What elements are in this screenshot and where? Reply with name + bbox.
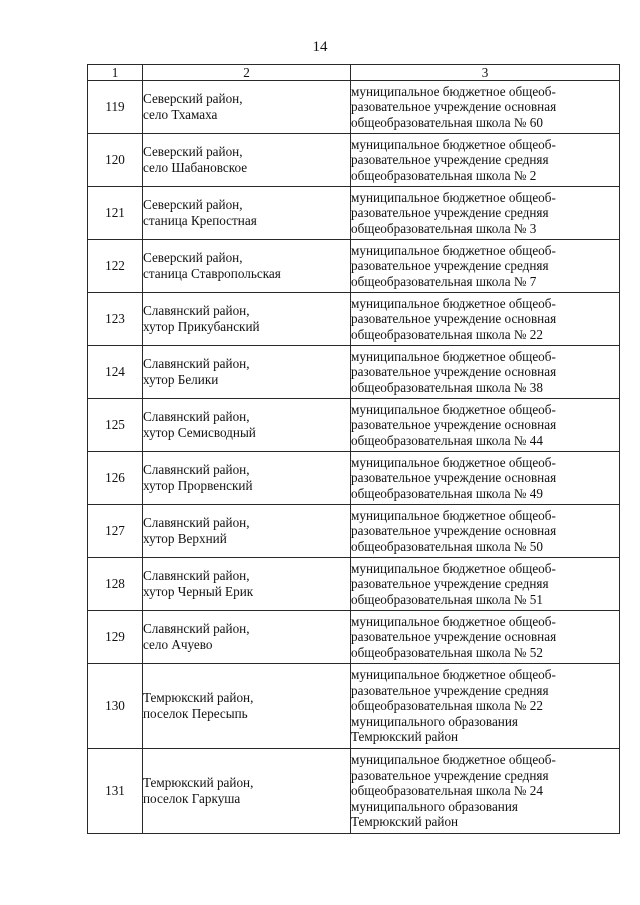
column-header-1: 1 <box>88 65 143 81</box>
row-number-cell: 128 <box>88 558 143 611</box>
table-row <box>88 346 620 399</box>
table-row <box>88 81 620 134</box>
institution-cell <box>351 81 620 134</box>
institution-line: муниципальное бюджетное общеоб- <box>351 295 556 311</box>
institution-line: общеобразовательная школа № 38 <box>351 379 543 395</box>
institution-line: муниципальное бюджетное общеоб- <box>351 560 556 576</box>
table-row <box>88 611 620 664</box>
table-row <box>88 749 620 834</box>
location-line: хутор Прикубанский <box>143 319 260 334</box>
location-cell <box>143 749 351 834</box>
institution-cell <box>351 293 620 346</box>
table-row <box>88 505 620 558</box>
institution-line: общеобразовательная школа № 44 <box>351 432 543 448</box>
institution-line: общеобразовательная школа № 22 <box>351 326 543 342</box>
institution-line: разовательное учреждение основная <box>351 629 557 645</box>
location-cell <box>143 81 351 134</box>
location-line: хутор Прорвенский <box>143 478 253 493</box>
location-line: Северский район, <box>143 144 243 160</box>
institution-line: разовательное учреждение средняя <box>351 576 549 592</box>
row-number-cell: 127 <box>88 505 143 558</box>
institution-line: муниципальное бюджетное общеоб- <box>351 667 556 683</box>
institution-cell <box>351 399 620 452</box>
location-line: поселок Пересыпь <box>143 706 248 721</box>
location-line: село Шабановское <box>143 160 248 175</box>
institution-line: муниципальное бюджетное общеоб- <box>351 507 556 523</box>
location-cell <box>143 240 351 293</box>
institution-line: муниципальное бюджетное общеоб- <box>351 752 556 768</box>
institution-line: общеобразовательная школа № 22 <box>351 698 543 714</box>
institution-line: муниципальное бюджетное общеоб- <box>351 136 556 152</box>
institution-line: разовательное учреждение средняя <box>351 767 549 783</box>
institution-cell <box>351 558 620 611</box>
location-cell <box>143 452 351 505</box>
location-cell <box>143 558 351 611</box>
table-row <box>88 664 620 749</box>
institution-cell <box>351 452 620 505</box>
location-line: Северский район, <box>143 197 243 213</box>
institution-line: разовательное учреждение основная <box>351 99 557 115</box>
institution-line: общеобразовательная школа № 49 <box>351 485 543 501</box>
location-cell <box>143 346 351 399</box>
location-line: Славянский район, <box>143 409 250 425</box>
location-line: хутор Верхний <box>143 531 227 546</box>
institution-line: разовательное учреждение средняя <box>351 205 549 221</box>
institution-line: муниципальное бюджетное общеоб- <box>351 348 556 364</box>
location-line: Славянский район, <box>143 621 250 637</box>
institution-line: муниципальное бюджетное общеоб- <box>351 189 556 205</box>
location-line: хутор Белики <box>143 372 219 387</box>
institution-line: общеобразовательная школа № 60 <box>351 114 543 130</box>
institution-cell <box>351 346 620 399</box>
institution-line: Темрюкский район <box>351 729 459 745</box>
row-number-cell: 124 <box>88 346 143 399</box>
location-cell <box>143 134 351 187</box>
row-number-cell: 126 <box>88 452 143 505</box>
column-header-3: 3 <box>351 65 620 81</box>
institution-line: муниципальное бюджетное общеоб- <box>351 242 556 258</box>
institution-line: общеобразовательная школа № 50 <box>351 538 543 554</box>
table-row <box>88 134 620 187</box>
institution-line: общеобразовательная школа № 52 <box>351 644 543 660</box>
institution-line: муниципальное бюджетное общеоб- <box>351 454 556 470</box>
institution-line: муниципальное бюджетное общеоб- <box>351 83 556 99</box>
row-number-cell: 129 <box>88 611 143 664</box>
row-number-cell: 131 <box>88 749 143 834</box>
table-body <box>88 81 620 834</box>
institution-line: муниципального образования <box>351 798 518 814</box>
location-line: Темрюкский район, <box>143 775 254 791</box>
institution-line: разовательное учреждение основная <box>351 364 557 380</box>
location-line: станица Ставропольская <box>143 266 281 281</box>
institution-line: разовательное учреждение средняя <box>351 258 549 274</box>
location-cell <box>143 399 351 452</box>
institution-line: общеобразовательная школа № 3 <box>351 220 537 236</box>
institution-cell <box>351 187 620 240</box>
location-line: Славянский район, <box>143 303 250 319</box>
table-row <box>88 240 620 293</box>
institution-cell <box>351 749 620 834</box>
table-row <box>88 558 620 611</box>
institution-cell <box>351 240 620 293</box>
column-header-2: 2 <box>143 65 351 81</box>
row-number-cell: 119 <box>88 81 143 134</box>
location-line: станица Крепостная <box>143 213 257 228</box>
institution-line: муниципальное бюджетное общеоб- <box>351 613 556 629</box>
row-number-cell: 122 <box>88 240 143 293</box>
institution-line: общеобразовательная школа № 2 <box>351 167 537 183</box>
institution-line: общеобразовательная школа № 51 <box>351 591 543 607</box>
location-cell <box>143 187 351 240</box>
row-number-cell: 125 <box>88 399 143 452</box>
location-line: Северский район, <box>143 91 243 107</box>
institution-cell <box>351 505 620 558</box>
institution-line: муниципальное бюджетное общеоб- <box>351 401 556 417</box>
row-number-cell: 123 <box>88 293 143 346</box>
location-cell <box>143 505 351 558</box>
table-row <box>88 187 620 240</box>
row-number-cell: 120 <box>88 134 143 187</box>
institution-line: разовательное учреждение основная <box>351 417 557 433</box>
location-cell <box>143 293 351 346</box>
institution-cell <box>351 664 620 749</box>
location-line: хутор Черный Ерик <box>143 584 254 599</box>
institution-line: муниципального образования <box>351 713 518 729</box>
table-row <box>88 399 620 452</box>
page-number: 14 <box>312 39 328 55</box>
location-line: Славянский район, <box>143 568 250 584</box>
institution-line: общеобразовательная школа № 24 <box>351 783 543 799</box>
table-header-row <box>88 65 620 81</box>
location-line: поселок Гаркуша <box>143 791 241 806</box>
table-row <box>88 293 620 346</box>
location-line: Темрюкский район, <box>143 690 254 706</box>
schools-table <box>87 64 620 834</box>
table-row <box>88 452 620 505</box>
institution-cell <box>351 134 620 187</box>
institution-line: разовательное учреждение средняя <box>351 152 549 168</box>
location-cell <box>143 611 351 664</box>
location-line: хутор Семисводный <box>143 425 256 440</box>
location-line: Славянский район, <box>143 515 250 531</box>
institution-line: разовательное учреждение средняя <box>351 682 549 698</box>
location-line: село Тхамаха <box>143 107 218 122</box>
location-line: село Ачуево <box>143 637 213 652</box>
location-line: Славянский район, <box>143 356 250 372</box>
location-cell <box>143 664 351 749</box>
institution-line: разовательное учреждение основная <box>351 311 557 327</box>
institution-line: разовательное учреждение основная <box>351 470 557 486</box>
institution-line: общеобразовательная школа № 7 <box>351 273 537 289</box>
institution-cell <box>351 611 620 664</box>
row-number-cell: 130 <box>88 664 143 749</box>
row-number-cell: 121 <box>88 187 143 240</box>
location-line: Славянский район, <box>143 462 250 478</box>
location-line: Северский район, <box>143 250 243 266</box>
institution-line: Темрюкский район <box>351 814 459 830</box>
institution-line: разовательное учреждение основная <box>351 523 557 539</box>
